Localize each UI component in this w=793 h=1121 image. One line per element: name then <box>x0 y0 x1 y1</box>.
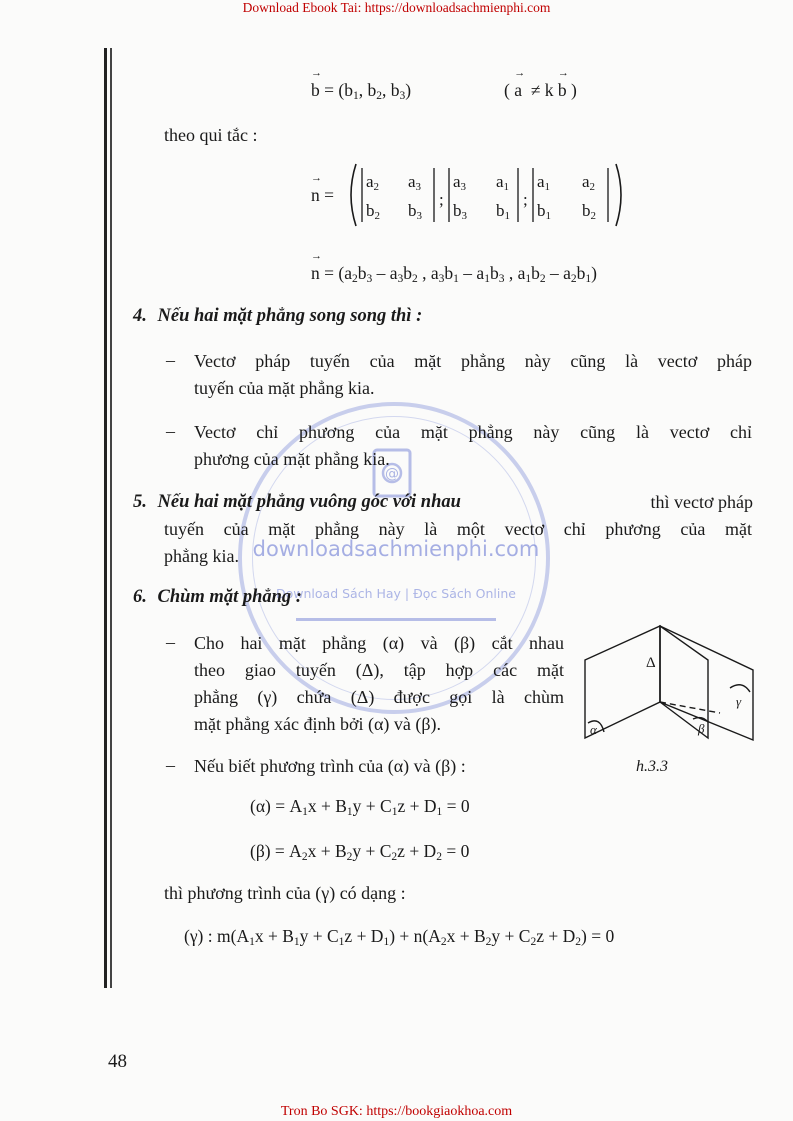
formula-determinant-matrix <box>346 160 626 230</box>
bullet-dash: – <box>166 421 175 441</box>
svg-text:b1: b1 <box>496 201 510 222</box>
svg-text:;: ; <box>439 190 444 209</box>
section-5-title: Nếu hai mặt phẳng vuông góc với nhau <box>157 492 461 512</box>
formula-vector-b: → $b = (b_1$, $b_2$, $b_3$) <box>311 80 411 102</box>
page-number: 48 <box>108 1051 127 1072</box>
section-5-line-1 <box>133 489 753 516</box>
figure-caption: h.3.3 <box>636 758 668 775</box>
header-download-link[interactable]: Download Ebook Tai: https://downloadsachmienphi.com <box>242 0 551 15</box>
svg-text:a3: a3 <box>453 172 467 193</box>
equation-alpha: $(\alpha) = A_1x + B_1y + C_1z + D_1 = 0$ <box>250 796 470 818</box>
section-6-number: 6. <box>133 587 147 607</box>
watermark-site-text: downloadsachmienphi.com <box>252 537 540 561</box>
svg-text:a2: a2 <box>582 172 596 193</box>
section-6-item-1-line-2: theo giao tuyến (Δ), tập hợp các mặt <box>194 660 564 680</box>
then-equation-intro: thì phương trình của (γ) có dạng : <box>164 883 406 903</box>
svg-text:b3: b3 <box>453 201 467 222</box>
binding-bar-thin <box>110 48 112 988</box>
svg-text:a2: a2 <box>366 172 380 193</box>
section-6-item-1-line-1: Cho hai mặt phẳng (α) và (β) cắt nhau <box>194 633 564 653</box>
svg-text:b2: b2 <box>366 201 380 222</box>
equation-gamma: (γ) : $m(A_1x + B_1y + C_1z + D_1) + n(A_2x + B_2y + C_2z + D_2) = 0$ <box>184 926 615 948</box>
section-4-item-2-line-2: phương của mặt phẳng kia. <box>194 449 390 469</box>
section-4-item-1-line-2: tuyến của mặt phẳng kia. <box>194 378 375 398</box>
section-6-item-1-line-3: phẳng (γ) chứa (Δ) được gọi là chùm <box>194 687 564 707</box>
footer-sgk-link[interactable]: Tron Bo SGK: https://bookgiaokhoa.com <box>280 1104 513 1119</box>
svg-text:b1: b1 <box>537 201 551 222</box>
figure-label-delta: Δ <box>646 655 656 671</box>
section-6-title: Chùm mặt phẳng : <box>157 587 302 607</box>
svg-text:b3: b3 <box>408 201 422 222</box>
watermark-underline <box>296 618 496 621</box>
section-5-line-3: phẳng kia. <box>164 546 239 566</box>
bullet-dash: – <box>166 350 175 370</box>
section-6-item-2: Nếu biết phương trình của (α) và (β) : <box>194 756 466 776</box>
bullet-dash: – <box>166 632 175 652</box>
svg-text:a1: a1 <box>496 172 510 193</box>
section-4-item-2-line-1: Vectơ chỉ phương của mặt phẳng này cũng là vectơ chỉ <box>194 422 752 442</box>
svg-text:a1: a1 <box>537 172 551 193</box>
section-4-number: 4. <box>133 306 147 326</box>
equation-beta: $(\beta) = A_2x + B_2y + C_2z + D_2 = 0$ <box>250 841 470 863</box>
section-6-heading <box>133 587 302 608</box>
section-4-title: Nếu hai mặt phẳng song song thì : <box>157 306 423 326</box>
svg-text:b2: b2 <box>582 201 596 222</box>
figure-label-alpha: α <box>590 722 597 737</box>
watermark-slogan-text: Download Sách Hay | Đọc Sách Online <box>276 586 516 601</box>
section-4-item-1-line-1: Vectơ pháp tuyến của mặt phẳng này cũng là vectơ pháp <box>194 351 752 371</box>
bullet-dash: – <box>166 755 175 775</box>
formula-n-label: → n = <box>311 185 334 206</box>
binding-bar-thick <box>104 48 107 988</box>
section-5-number: 5. <box>133 492 147 512</box>
rule-intro-text: theo qui tắc : <box>164 125 258 145</box>
figure-label-gamma: γ <box>736 694 742 709</box>
svg-text:@: @ <box>385 466 399 482</box>
formula-a-not-parallel-b: ( → a ≠ k → b ) <box>504 80 577 101</box>
svg-text:a3: a3 <box>408 172 422 193</box>
section-5-line-2: tuyến của mặt phẳng này là một vectơ chỉ phương của mặt <box>164 519 752 539</box>
section-5-line-1-rest: thì vectơ pháp <box>650 492 753 512</box>
figure-label-beta: β <box>698 721 705 736</box>
section-4-heading <box>133 306 422 327</box>
section-6-item-1-line-4: mặt phẳng xác định bởi (α) và (β). <box>194 714 442 734</box>
formula-normal-vector-components: → $n = (a_2b_3 - a_3b_2$ , $a_3b_1 - a_1b_3$ , $a_1b_2 - a_2b_1$) <box>311 263 597 285</box>
figure-plane-pencil <box>580 620 760 745</box>
svg-text:;: ; <box>523 190 528 209</box>
